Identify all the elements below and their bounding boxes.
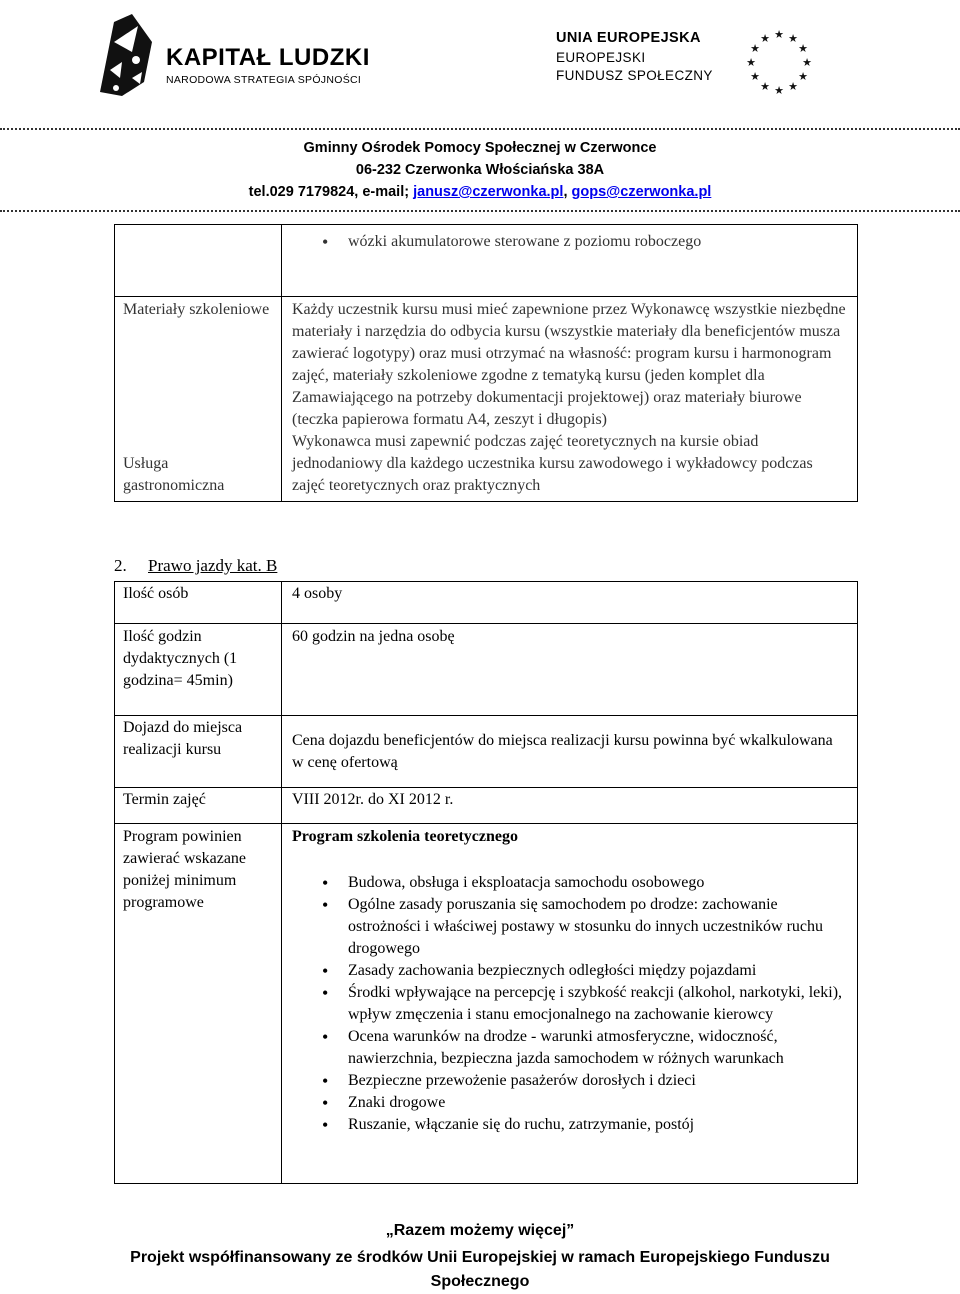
section-number: 2. [114, 556, 127, 575]
table-cell [282, 225, 858, 297]
program-item: • Zasady zachowania bezpiecznych odległości między pojazdami [292, 960, 847, 982]
label-materials: Materiały szkoleniowe [123, 301, 270, 318]
program-item: • Bezpieczne przewożenie pasażerów dorosłych i dzieci [292, 1070, 847, 1092]
header-divider-top [0, 128, 960, 130]
program-item: • Budowa, obsługa i eksploatacja samochodu osobowego [292, 872, 847, 894]
term-label: Termin zajęć [123, 791, 206, 808]
table-cell [282, 788, 858, 824]
table-row [115, 788, 858, 824]
org-contact [0, 184, 960, 200]
footer-cofinancing: Projekt współfinansowany ze środków Unii Europejskiej w ramach Europejskiego Funduszu Społecznego [130, 1249, 830, 1290]
table-cell [115, 788, 282, 824]
org-name: Gminny Ośrodek Pomocy Społecznej w Czerwonce [303, 140, 657, 156]
svg-text:★: ★ [750, 70, 760, 83]
program-item: • Środki wpływające na percepcję i szybkość reakcji (alkohol, narkotyki, leki), wpływ zmęczenia i stanu emocjonalnego na zachowanie kierowcy [292, 982, 847, 1026]
svg-text:★: ★ [750, 42, 760, 55]
header-divider-bottom [0, 210, 960, 212]
table-row [115, 582, 858, 624]
table-row [115, 225, 858, 297]
eu-logo [556, 22, 846, 112]
svg-text:★: ★ [746, 56, 756, 69]
svg-text:★: ★ [788, 80, 798, 93]
table-row [115, 824, 858, 1184]
program-item: • Ocena warunków na drodze - warunki atmosferyczne, widoczność, nawierzchnia, bezpieczna jazda samochodem w różnych warunkach [292, 1026, 847, 1070]
catering-text: Wykonawca musi zapewnić podczas zajęć teoretycznych na kursie obiad jednodaniowy dla każdego uczestnika kursu zawodowego i wykładowcy podczas zajęć teoretycznych oraz praktycznych [292, 433, 813, 494]
table-cell-empty [115, 225, 282, 297]
table-row [115, 624, 858, 716]
email-link-janusz[interactable]: janusz@czerwonka.pl [413, 184, 564, 200]
table-cell [115, 624, 282, 716]
label-catering: Usługa gastronomiczna [123, 455, 225, 494]
table-cell [282, 582, 858, 624]
table-cell [115, 582, 282, 624]
program-list [292, 872, 847, 1136]
svg-text:★: ★ [760, 80, 770, 93]
org-address: 06-232 Czerwonka Włościańska 38A [355, 162, 605, 178]
hours-value: 60 godzin na jedna osobę [292, 628, 455, 645]
list-item: • wózki akumulatorowe sterowane z poziomu roboczego [292, 231, 847, 253]
persons-value: 4 osoby [292, 585, 343, 602]
commute-value: Cena dojazdu beneficjentów do miejsca realizacji kursu powinna być wkalkulowana w cenę ofertową [292, 731, 833, 771]
eu-logo-line2: EUROPEJSKI [556, 50, 646, 65]
table-row [115, 297, 858, 502]
table-row [115, 716, 858, 788]
table-cell [115, 716, 282, 788]
contact-separator: , [563, 184, 572, 200]
hours-label: Ilość godzin dydaktycznych (1 godzina= 45min) [123, 628, 238, 689]
footer-slogan: „Razem możemy więcej” [385, 1222, 575, 1239]
svg-text:★: ★ [802, 56, 812, 69]
commute-label: Dojazd do miejsca realizacji kursu [123, 719, 243, 758]
eu-stars-icon [739, 24, 819, 104]
table-cell [282, 297, 858, 502]
eu-logo-line1: UNIA EUROPEJSKA [556, 30, 701, 46]
table-cell [115, 824, 282, 1184]
program-item: • Znaki drogowe [292, 1092, 847, 1114]
program-item: • Ruszanie, włączanie się do ruchu, zatrzymanie, postój [292, 1114, 847, 1136]
requirements-table [114, 224, 858, 502]
kapital-ludzki-logo [92, 12, 372, 112]
svg-text:★: ★ [798, 42, 808, 55]
svg-text:★: ★ [774, 28, 784, 41]
term-value: VIII 2012r. do XI 2012 r. [292, 791, 454, 808]
svg-text:★: ★ [798, 70, 808, 83]
email-link-gops[interactable]: gops@czerwonka.pl [571, 184, 712, 200]
logo-subtitle: NARODOWA STRATEGIA SPÓJNOŚCI [166, 74, 362, 86]
logo-title: KAPITAŁ LUDZKI [166, 44, 370, 71]
svg-text:★: ★ [788, 32, 798, 45]
persons-label: Ilość osób [123, 585, 189, 602]
table-cell [282, 716, 858, 788]
table-cell [115, 297, 282, 502]
program-heading: Program szkolenia teoretycznego [292, 828, 519, 845]
contact-prefix: tel.029 7179824, e-mail; [248, 184, 414, 200]
table-cell [282, 624, 858, 716]
kapital-ludzki-emblem-icon [92, 12, 158, 98]
program-label: Program powinien zawierać wskazane poniżej minimum programowe [123, 828, 247, 911]
section-heading [114, 556, 277, 576]
table-cell [282, 824, 858, 1184]
materials-text: Każdy uczestnik kursu musi mieć zapewnione przez Wykonawcę wszystkie niezbędne materiały i narzędzia do odbycia kursu (wszystkie materiały dla beneficjentów musza zawierać logotypy) oraz musi otrzymać na własność: program kursu i harmonogram zajęć, materiały szkoleniowe zgodne z tematyką kursu (jeden komplet dla Zamawiającego na potrzeby dokumentacji projektowej) oraz materiały biurowe (teczka papierowa formatu A4, zeszyt i długopis) [292, 301, 846, 428]
driving-license-table [114, 581, 858, 1184]
eu-logo-line3: FUNDUSZ SPOŁECZNY [556, 68, 713, 83]
section-title: Prawo jazdy kat. B [148, 556, 278, 575]
program-item: • Ogólne zasady poruszania się samochodem po drodze: zachowanie ostrożności i właściwej postawy w stosunku do innych uczestników ruchu drogowego [292, 894, 847, 960]
svg-text:★: ★ [760, 32, 770, 45]
svg-text:★: ★ [774, 84, 784, 97]
